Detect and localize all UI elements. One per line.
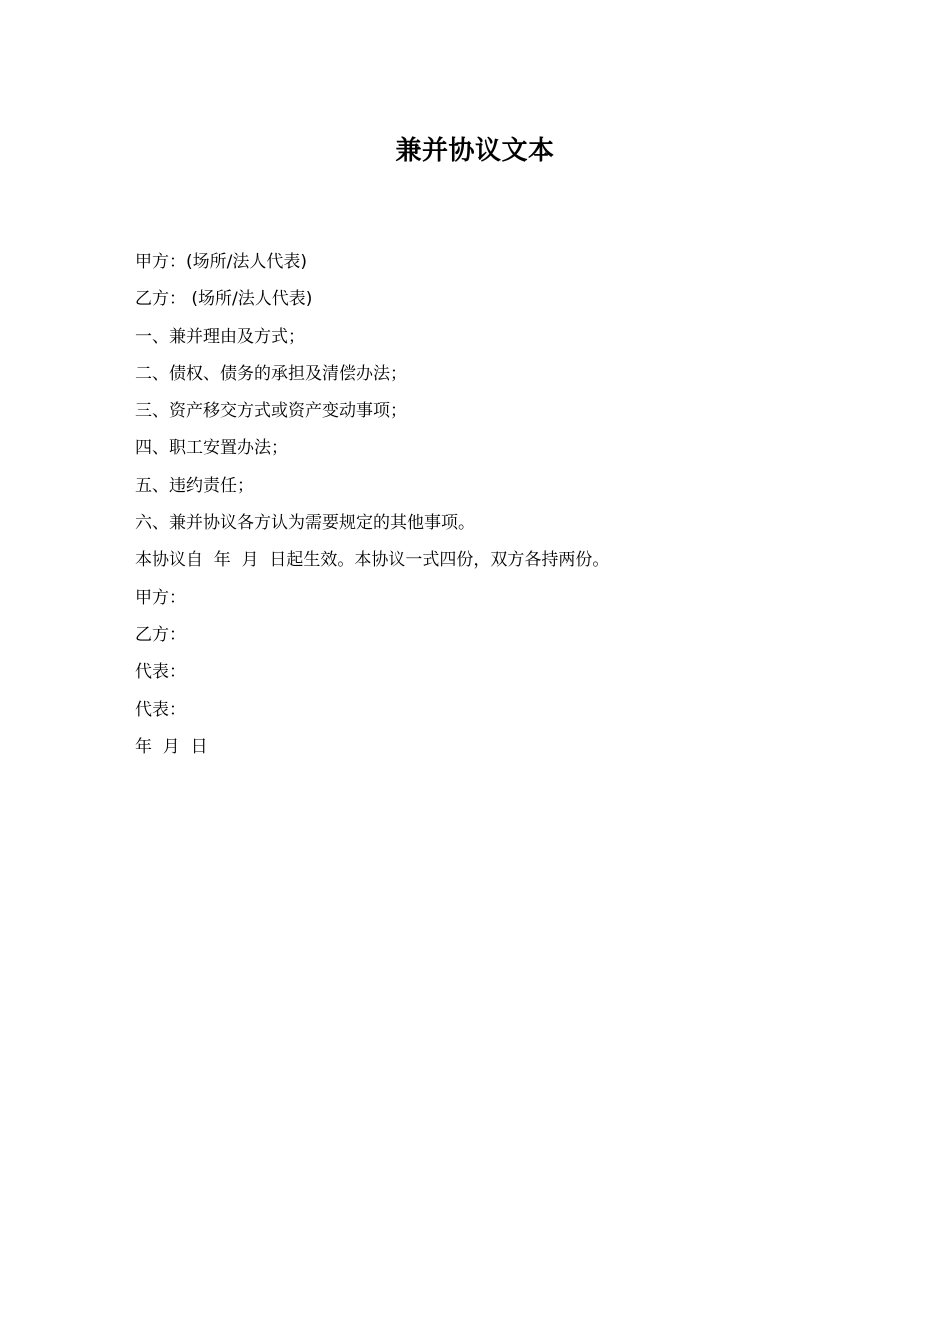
clause-2: 二、债权、债务的承担及清偿办法； <box>135 363 407 384</box>
party-b-line: 乙方： (场所/法人代表) <box>135 289 313 310</box>
clause-3: 三、资产移交方式或资产变动事项； <box>135 401 407 422</box>
signature-representative-b: 代表： <box>135 699 186 720</box>
signature-party-a: 甲方： <box>135 587 186 608</box>
clause-5: 五、违约责任； <box>135 475 254 496</box>
signature-representative-a: 代表： <box>135 662 186 683</box>
clause-1: 一、兼并理由及方式； <box>135 326 305 347</box>
document-body <box>135 244 835 766</box>
document-title: 兼并协议文本 <box>395 136 555 166</box>
party-a-line: 甲方：(场所/法人代表) <box>135 252 307 272</box>
effective-date-statement: 本协议自 年 月 日起生效。本协议一式四份，双方各持两份。 <box>135 550 610 571</box>
clause-4: 四、职工安置办法； <box>135 438 288 459</box>
signature-party-b: 乙方： <box>135 624 186 645</box>
clause-6: 六、兼并协议各方认为需要规定的其他事项。 <box>135 513 475 534</box>
signature-date: 年 月 日 <box>135 736 208 757</box>
